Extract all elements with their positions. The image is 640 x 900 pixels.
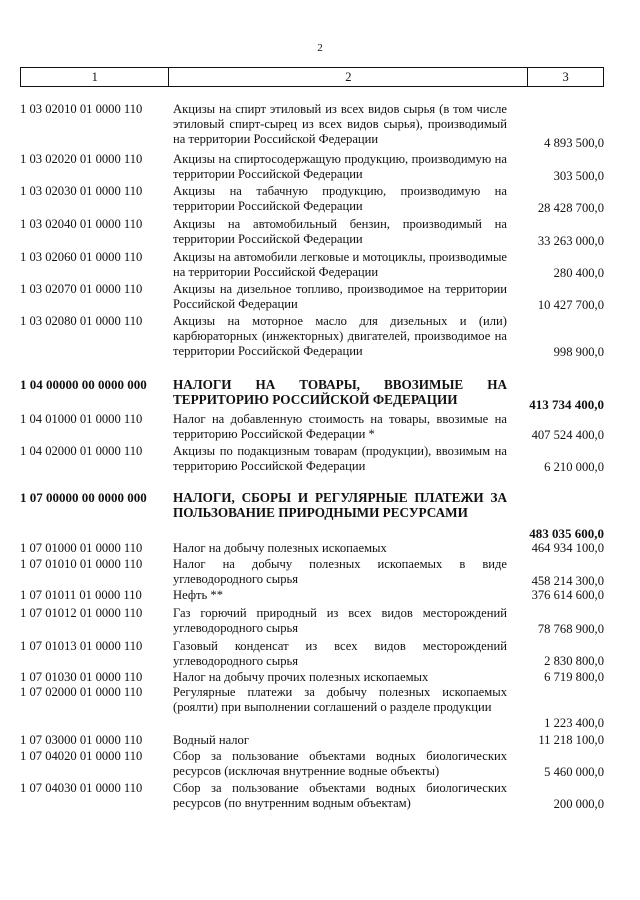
section-amount: 483 035 600,0: [529, 526, 604, 541]
row-code: 1 03 02040 01 0000 110: [20, 217, 143, 231]
row-code: 1 07 04020 01 0000 110: [20, 749, 143, 763]
row-code: 1 07 01012 01 0000 110: [20, 606, 143, 620]
row-description: Сбор за пользование объектами водных биологических ресурсов (по внутренним водным объектам): [173, 781, 507, 810]
row-description: Акцизы на спирт этиловый из всех видов сырья (в том числе этиловый спирт-сырец из всех видов сырья), производимый на территории Российской Федерации: [173, 102, 507, 146]
row-code: 1 03 02020 01 0000 110: [20, 152, 143, 166]
section-code: 1 07 00000 00 0000 000: [20, 490, 147, 505]
row-description: Налог на добавленную стоимость на товары, ввозимые на территорию Российской Федерации *: [173, 412, 507, 441]
header-col-1: 1: [21, 68, 169, 86]
page-number: 2: [317, 42, 323, 54]
row-description: Акцизы на спиртосодержащую продукцию, производимую на территории Российской Федерации: [173, 152, 507, 181]
row-amount: 5 460 000,0: [544, 765, 604, 779]
row-amount: 33 263 000,0: [537, 234, 604, 248]
row-amount: 6 210 000,0: [544, 460, 604, 474]
row-description: Нефть **: [173, 588, 223, 602]
section-title: НАЛОГИ НА ТОВАРЫ, ВВОЗИМЫЕ НА ТЕРРИТОРИЮ РОССИЙСКОЙ ФЕДЕРАЦИИ: [173, 377, 507, 407]
row-amount: 2 830 800,0: [544, 654, 604, 668]
row-amount: 10 427 700,0: [537, 298, 604, 312]
row-description: Налог на добычу прочих полезных ископаемых: [173, 670, 429, 684]
row-description: Газовый конденсат из всех видов месторождений углеводородного сырья: [173, 639, 507, 668]
row-code: 1 04 02000 01 0000 110: [20, 444, 143, 458]
row-description: Акцизы на моторное масло для дизельных и (или) карбюраторных (инжекторных) двигателей, производимое на территории Российской Федерации: [173, 314, 507, 358]
row-amount: 464 934 100,0: [531, 541, 604, 555]
row-amount: 280 400,0: [553, 266, 604, 280]
row-description: Газ горючий природный из всех видов месторождений углеводородного сырья: [173, 606, 507, 635]
section-amount: 413 734 400,0: [529, 397, 604, 412]
row-amount: 407 524 400,0: [531, 428, 604, 442]
header-col-2: 2: [169, 68, 528, 86]
row-code: 1 07 01000 01 0000 110: [20, 541, 143, 555]
row-code: 1 03 02060 01 0000 110: [20, 250, 143, 264]
row-code: 1 03 02030 01 0000 110: [20, 184, 143, 198]
row-amount: 998 900,0: [553, 345, 604, 359]
row-description: Налог на добычу полезных ископаемых в виде углеводородного сырья: [173, 557, 507, 586]
row-code: 1 07 01010 01 0000 110: [20, 557, 143, 571]
row-code: 1 03 02010 01 0000 110: [20, 102, 143, 116]
row-description: Водный налог: [173, 733, 250, 747]
row-code: 1 07 02000 01 0000 110: [20, 685, 143, 699]
row-code: 1 07 03000 01 0000 110: [20, 733, 143, 747]
row-code: 1 07 04030 01 0000 110: [20, 781, 143, 795]
row-description: Регулярные платежи за добычу полезных ископаемых (роялти) при выполнении соглашений о разделе продукции: [173, 685, 507, 714]
row-amount: 11 218 100,0: [538, 733, 604, 747]
row-code: 1 03 02080 01 0000 110: [20, 314, 143, 328]
header-col-3: 3: [562, 70, 569, 84]
row-amount: 303 500,0: [553, 169, 604, 183]
row-code: 1 07 01013 01 0000 110: [20, 639, 143, 653]
row-code: 1 04 01000 01 0000 110: [20, 412, 143, 426]
row-code: 1 03 02070 01 0000 110: [20, 282, 143, 296]
row-description: Акцизы на автомобильный бензин, производимый на территории Российской Федерации: [173, 217, 507, 246]
row-amount: 78 768 900,0: [537, 622, 604, 636]
row-description: Акцизы на табачную продукцию, производимую на территории Российской Федерации: [173, 184, 507, 213]
section-code: 1 04 00000 00 0000 000: [20, 377, 147, 392]
row-amount: 200 000,0: [553, 797, 604, 811]
row-description: Акцизы на автомобили легковые и мотоциклы, производимые на территории Российской Федерации: [173, 250, 507, 279]
row-description: Сбор за пользование объектами водных биологических ресурсов (исключая внутренние водные объекты): [173, 749, 507, 778]
row-amount: 6 719 800,0: [544, 670, 604, 684]
row-amount: 458 214 300,0: [531, 574, 604, 588]
section-title: НАЛОГИ, СБОРЫ И РЕГУЛЯРНЫЕ ПЛАТЕЖИ ЗА ПОЛЬЗОВАНИЕ ПРИРОДНЫМИ РЕСУРСАМИ: [173, 490, 507, 520]
row-code: 1 07 01030 01 0000 110: [20, 670, 143, 684]
table-header: [20, 67, 604, 87]
row-amount: 4 893 500,0: [544, 136, 604, 150]
row-description: Акцизы на дизельное топливо, производимое на территории Российской Федерации: [173, 282, 507, 311]
row-code: 1 07 01011 01 0000 110: [20, 588, 142, 602]
row-amount: 376 614 600,0: [531, 588, 604, 602]
row-description: Налог на добычу полезных ископаемых: [173, 541, 387, 555]
row-amount: 28 428 700,0: [537, 201, 604, 215]
row-amount: 1 223 400,0: [544, 716, 604, 730]
row-description: Акцизы по подакцизным товарам (продукции), ввозимым на территорию Российской Федерации: [173, 444, 507, 473]
